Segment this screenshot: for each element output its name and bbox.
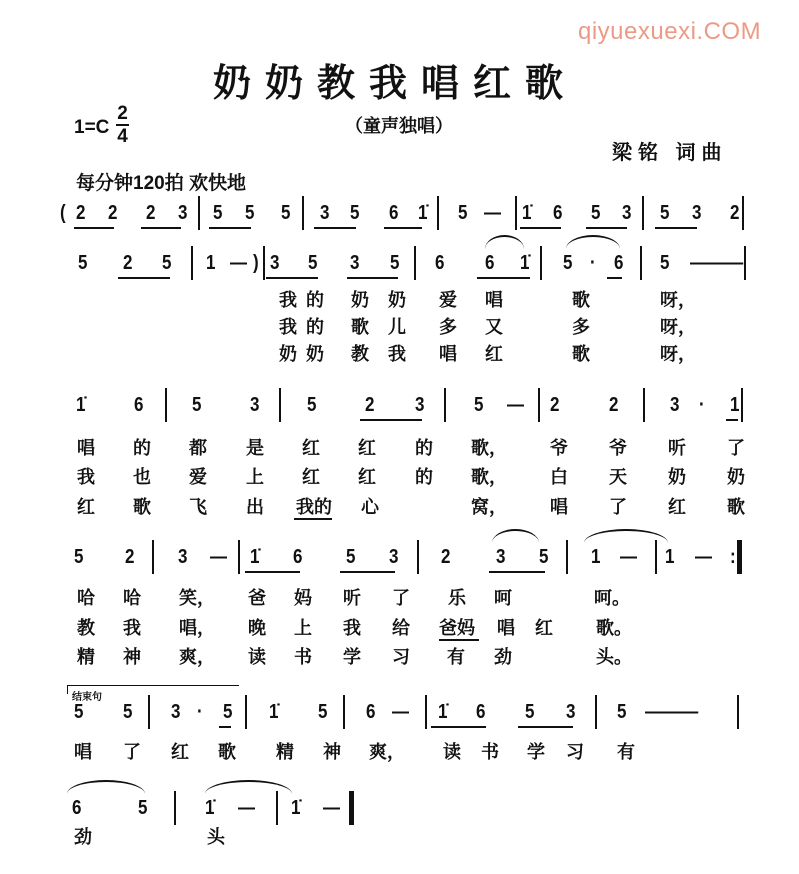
- lyric-word: 我: [343, 618, 361, 638]
- lyric-word: 红: [485, 344, 503, 364]
- lyric-word: 我: [388, 344, 406, 364]
- lyric-underline: [294, 518, 332, 520]
- lyric-word: 多: [572, 317, 590, 337]
- dot: ·: [699, 394, 705, 416]
- dot: ·: [590, 252, 596, 274]
- note: 2: [365, 394, 375, 416]
- note: 6: [293, 546, 303, 568]
- lyric-word: 心: [361, 497, 379, 517]
- lyric-word: 唱: [497, 618, 515, 638]
- barline: [245, 695, 247, 729]
- lyric-word: 听: [343, 588, 361, 608]
- barline: [741, 388, 743, 422]
- lyric-word: 了: [727, 438, 745, 458]
- note: 1̇: [205, 797, 215, 819]
- note: 1̇: [250, 546, 260, 568]
- note: 3: [171, 701, 181, 723]
- barline: [279, 388, 281, 422]
- dot: ·: [197, 701, 203, 723]
- slur-arc: [205, 780, 292, 794]
- sustain-dash: —: [210, 546, 227, 568]
- barline: [538, 388, 540, 422]
- barline: [425, 695, 427, 729]
- lyric-word: 爽，: [369, 742, 405, 762]
- lyric-word: 了: [392, 588, 410, 608]
- lyric-word: 了: [609, 497, 627, 517]
- final-barline: [737, 540, 742, 574]
- lyric-word: 红: [171, 742, 189, 762]
- note: 5: [138, 797, 148, 819]
- note: 1̇: [438, 701, 448, 723]
- barline: [238, 540, 240, 574]
- lyric-word: 红: [668, 497, 686, 517]
- lyric-word: 爱: [189, 467, 207, 487]
- lyric-word: 呵: [494, 588, 512, 608]
- lyric-word: 我: [123, 618, 141, 638]
- slur-arc: [584, 529, 668, 543]
- sustain-dash: —: [484, 202, 501, 224]
- lyric-word: 的: [415, 467, 433, 487]
- repeat-sign: :: [730, 546, 736, 568]
- note: 3: [389, 546, 399, 568]
- note: 5: [307, 394, 317, 416]
- barline: [276, 791, 278, 825]
- lyric-word: 歌: [351, 317, 369, 337]
- lyric-word: 的: [415, 438, 433, 458]
- note: 5: [78, 252, 88, 274]
- lyric-word: 精: [276, 742, 294, 762]
- end-barline: [349, 791, 354, 825]
- lyric-word: 给: [392, 618, 410, 638]
- note: 5: [213, 202, 223, 224]
- lyric-word: 奶: [306, 344, 324, 364]
- lyric-word: 神: [323, 742, 341, 762]
- beam-underline: [314, 227, 356, 229]
- note: 3: [270, 252, 280, 274]
- barline: [343, 695, 345, 729]
- barline: [640, 246, 642, 280]
- note: 6: [134, 394, 144, 416]
- sustain-dash: —: [392, 701, 409, 723]
- barline: [566, 540, 568, 574]
- beam-underline: [586, 227, 627, 229]
- beam-underline: [347, 277, 398, 279]
- note: 5: [474, 394, 484, 416]
- lyric-word: 我: [279, 317, 297, 337]
- barline: [642, 196, 644, 230]
- lyric-underline: [439, 639, 479, 641]
- note: 5: [350, 202, 360, 224]
- slur-arc: [492, 529, 539, 543]
- lyric-word: 歌。: [596, 618, 632, 638]
- note: 2: [146, 202, 156, 224]
- lyric-word: 劲: [494, 647, 512, 667]
- barline: [191, 246, 193, 280]
- lyric-word: 爱: [439, 290, 457, 310]
- note: 2: [550, 394, 560, 416]
- note: 2: [125, 546, 135, 568]
- lyric-word: 呵。: [594, 588, 630, 608]
- time-signature-bottom: 4: [117, 126, 128, 147]
- note: 3: [670, 394, 680, 416]
- lyric-word: 呀，: [660, 317, 696, 337]
- note: 5: [591, 202, 601, 224]
- lyric-word: 飞: [189, 497, 207, 517]
- barline: [737, 695, 739, 729]
- beam-underline: [74, 227, 114, 229]
- beam-underline: [209, 227, 251, 229]
- note: 5: [192, 394, 202, 416]
- slur-arc: [67, 780, 145, 794]
- barline: [414, 246, 416, 280]
- beam-underline: [384, 227, 422, 229]
- note: 3: [622, 202, 632, 224]
- lyric-word: 天: [609, 467, 627, 487]
- lyric-word: 哈: [123, 588, 141, 608]
- ending-label: 结束句: [72, 692, 102, 703]
- sustain-dash: ——: [690, 252, 741, 274]
- lyric-word: 上: [294, 618, 312, 638]
- beam-underline: [489, 571, 545, 573]
- note: 2: [123, 252, 133, 274]
- lyric-word: 头。: [596, 647, 632, 667]
- time-signature: [116, 104, 129, 146]
- lyric-word: 爷: [550, 438, 568, 458]
- lyric-word: 读: [443, 742, 461, 762]
- barline: [643, 388, 645, 422]
- lyric-word: 劲: [74, 827, 92, 847]
- beam-underline: [431, 726, 486, 728]
- lyric-word: 头: [207, 827, 225, 847]
- note: 1̇: [291, 797, 301, 819]
- lyric-word: 有: [447, 647, 465, 667]
- lyric-word: 白: [550, 467, 568, 487]
- beam-underline: [219, 726, 231, 728]
- note: 5: [525, 701, 535, 723]
- note: 6: [435, 252, 445, 274]
- note: 3: [178, 546, 188, 568]
- lyric-word: 歌: [218, 742, 236, 762]
- sustain-dash: —: [323, 797, 340, 819]
- note: 6: [389, 202, 399, 224]
- lyric-word: 神: [123, 647, 141, 667]
- lyric-word: 奶: [727, 467, 745, 487]
- lyric-word: 又: [485, 317, 503, 337]
- note: 1: [730, 394, 740, 416]
- lyric-word: 习: [566, 742, 584, 762]
- barline: [152, 540, 154, 574]
- note: 5: [390, 252, 400, 274]
- lyric-word: 爷: [609, 438, 627, 458]
- barline: [437, 196, 439, 230]
- note: 1: [665, 546, 675, 568]
- barline: [174, 791, 176, 825]
- lyric-word: 了: [123, 742, 141, 762]
- lyric-word: 唱，: [179, 618, 215, 638]
- note: 3: [350, 252, 360, 274]
- bracket: (: [60, 202, 66, 224]
- note: 5: [223, 701, 233, 723]
- lyric-word: 奶: [668, 467, 686, 487]
- lyric-word: 学: [343, 647, 361, 667]
- note: 5: [123, 701, 133, 723]
- barline: [744, 246, 746, 280]
- lyric-word: 红: [535, 618, 553, 638]
- note: 2: [441, 546, 451, 568]
- lyric-word: 妈: [294, 588, 312, 608]
- lyric-word: 都: [189, 438, 207, 458]
- lyric-word: 我: [279, 290, 297, 310]
- slur-arc: [485, 235, 524, 249]
- note: 5: [617, 701, 627, 723]
- beam-underline: [520, 227, 561, 229]
- lyric-word: 爸妈: [439, 618, 475, 638]
- lyric-word: 奶: [279, 344, 297, 364]
- sustain-dash: —: [238, 797, 255, 819]
- note: 3: [692, 202, 702, 224]
- beam-underline: [340, 571, 395, 573]
- barline: [742, 196, 744, 230]
- note: 1: [591, 546, 601, 568]
- performance-note: （童声独唱）: [345, 116, 453, 136]
- beam-underline: [266, 277, 318, 279]
- note: 5: [346, 546, 356, 568]
- bracket: ): [253, 252, 259, 274]
- lyric-word: 的: [306, 317, 324, 337]
- note: 2: [108, 202, 118, 224]
- lyric-word: 红: [358, 438, 376, 458]
- lyric-word: 红: [302, 438, 320, 458]
- beam-underline: [245, 571, 300, 573]
- lyric-word: 爽，: [179, 647, 215, 667]
- barline: [540, 246, 542, 280]
- lyric-word: 唱: [485, 290, 503, 310]
- note: 1̇: [522, 202, 532, 224]
- note: 5: [308, 252, 318, 274]
- note: 1: [206, 252, 216, 274]
- lyric-word: 红: [77, 497, 95, 517]
- note: 5: [245, 202, 255, 224]
- lyric-word: 歌: [133, 497, 151, 517]
- note: 5: [563, 252, 573, 274]
- lyric-word: 有: [617, 742, 635, 762]
- note: 3: [320, 202, 330, 224]
- barline: [515, 196, 517, 230]
- note: 1̇: [269, 701, 279, 723]
- lyric-word: 是: [246, 438, 264, 458]
- sustain-dash: —: [620, 546, 637, 568]
- note: 3: [415, 394, 425, 416]
- lyric-word: 儿: [388, 317, 406, 337]
- lyric-word: 晚: [248, 618, 266, 638]
- note: 2: [609, 394, 619, 416]
- barline: [444, 388, 446, 422]
- lyric-word: 我的: [296, 497, 332, 517]
- lyric-word: 唱: [439, 344, 457, 364]
- lyric-word: 听: [668, 438, 686, 458]
- beam-underline: [726, 419, 738, 421]
- note: 5: [539, 546, 549, 568]
- note: 6: [72, 797, 82, 819]
- lyric-word: 也: [133, 467, 151, 487]
- beam-underline: [118, 277, 170, 279]
- lyric-word: 哈: [77, 588, 95, 608]
- note: 6: [366, 701, 376, 723]
- note: 1̇: [520, 252, 530, 274]
- lyric-word: 歌，: [471, 438, 507, 458]
- lyric-word: 歌: [572, 344, 590, 364]
- note: 2: [76, 202, 86, 224]
- note: 3: [250, 394, 260, 416]
- lyric-word: 呀，: [660, 290, 696, 310]
- lyric-word: 出: [246, 497, 264, 517]
- beam-underline: [141, 227, 181, 229]
- lyric-word: 红: [302, 467, 320, 487]
- lyric-word: 爸: [248, 588, 266, 608]
- beam-underline: [477, 277, 530, 279]
- lyric-word: 精: [77, 647, 95, 667]
- note: 5: [281, 202, 291, 224]
- watermark: qiyuexuexi.COM: [578, 18, 762, 45]
- barline: [263, 246, 265, 280]
- beam-underline: [518, 726, 573, 728]
- barline: [302, 196, 304, 230]
- note: 1̇: [76, 394, 86, 416]
- key-signature: 1=C: [74, 117, 110, 138]
- sustain-dash: —: [507, 394, 524, 416]
- lyric-word: 的: [306, 290, 324, 310]
- lyric-word: 歌，: [471, 467, 507, 487]
- note: 5: [162, 252, 172, 274]
- note: 6: [476, 701, 486, 723]
- beam-underline: [655, 227, 697, 229]
- lyric-word: 书: [294, 647, 312, 667]
- song-title: 奶奶教我唱红歌: [212, 63, 577, 105]
- note: 6: [614, 252, 624, 274]
- note: 5: [458, 202, 468, 224]
- barline: [198, 196, 200, 230]
- beam-underline: [360, 419, 422, 421]
- note: 5: [660, 202, 670, 224]
- sustain-dash: ——: [645, 701, 696, 723]
- lyric-word: 奶: [351, 290, 369, 310]
- lyric-word: 读: [248, 647, 266, 667]
- note: 5: [318, 701, 328, 723]
- lyric-word: 唱: [77, 438, 95, 458]
- time-signature-top: 2: [117, 103, 128, 124]
- lyric-word: 笑，: [179, 588, 215, 608]
- note: 5: [74, 701, 84, 723]
- note: 3: [496, 546, 506, 568]
- lyric-word: 教: [351, 344, 369, 364]
- note: 6: [553, 202, 563, 224]
- lyric-word: 唱: [74, 742, 92, 762]
- note: 6: [485, 252, 495, 274]
- note: 5: [74, 546, 84, 568]
- note: 3: [178, 202, 188, 224]
- sustain-dash: —: [695, 546, 712, 568]
- lyric-word: 教: [77, 618, 95, 638]
- lyric-word: 奶: [388, 290, 406, 310]
- note: 1̇: [418, 202, 428, 224]
- lyric-word: 唱: [550, 497, 568, 517]
- slur-arc: [566, 235, 620, 249]
- tempo-marking: 每分钟120拍 欢快地: [76, 173, 246, 194]
- lyric-word: 红: [358, 467, 376, 487]
- lyric-word: 窝，: [471, 497, 507, 517]
- note: 3: [566, 701, 576, 723]
- author-credit: 梁铭 词曲: [612, 142, 728, 164]
- lyric-word: 学: [527, 742, 545, 762]
- barline: [417, 540, 419, 574]
- note: 2: [730, 202, 740, 224]
- lyric-word: 我: [77, 467, 95, 487]
- lyric-word: 呀，: [660, 344, 696, 364]
- barline: [165, 388, 167, 422]
- lyric-word: 的: [133, 438, 151, 458]
- barline: [148, 695, 150, 729]
- lyric-word: 书: [481, 742, 499, 762]
- sustain-dash: —: [230, 252, 247, 274]
- beam-underline: [607, 277, 622, 279]
- barline: [655, 540, 657, 574]
- lyric-word: 上: [246, 467, 264, 487]
- note: 5: [660, 252, 670, 274]
- lyric-word: 乐: [448, 588, 466, 608]
- lyric-word: 歌: [572, 290, 590, 310]
- barline: [595, 695, 597, 729]
- lyric-word: 习: [392, 647, 410, 667]
- lyric-word: 多: [439, 317, 457, 337]
- lyric-word: 歌: [727, 497, 745, 517]
